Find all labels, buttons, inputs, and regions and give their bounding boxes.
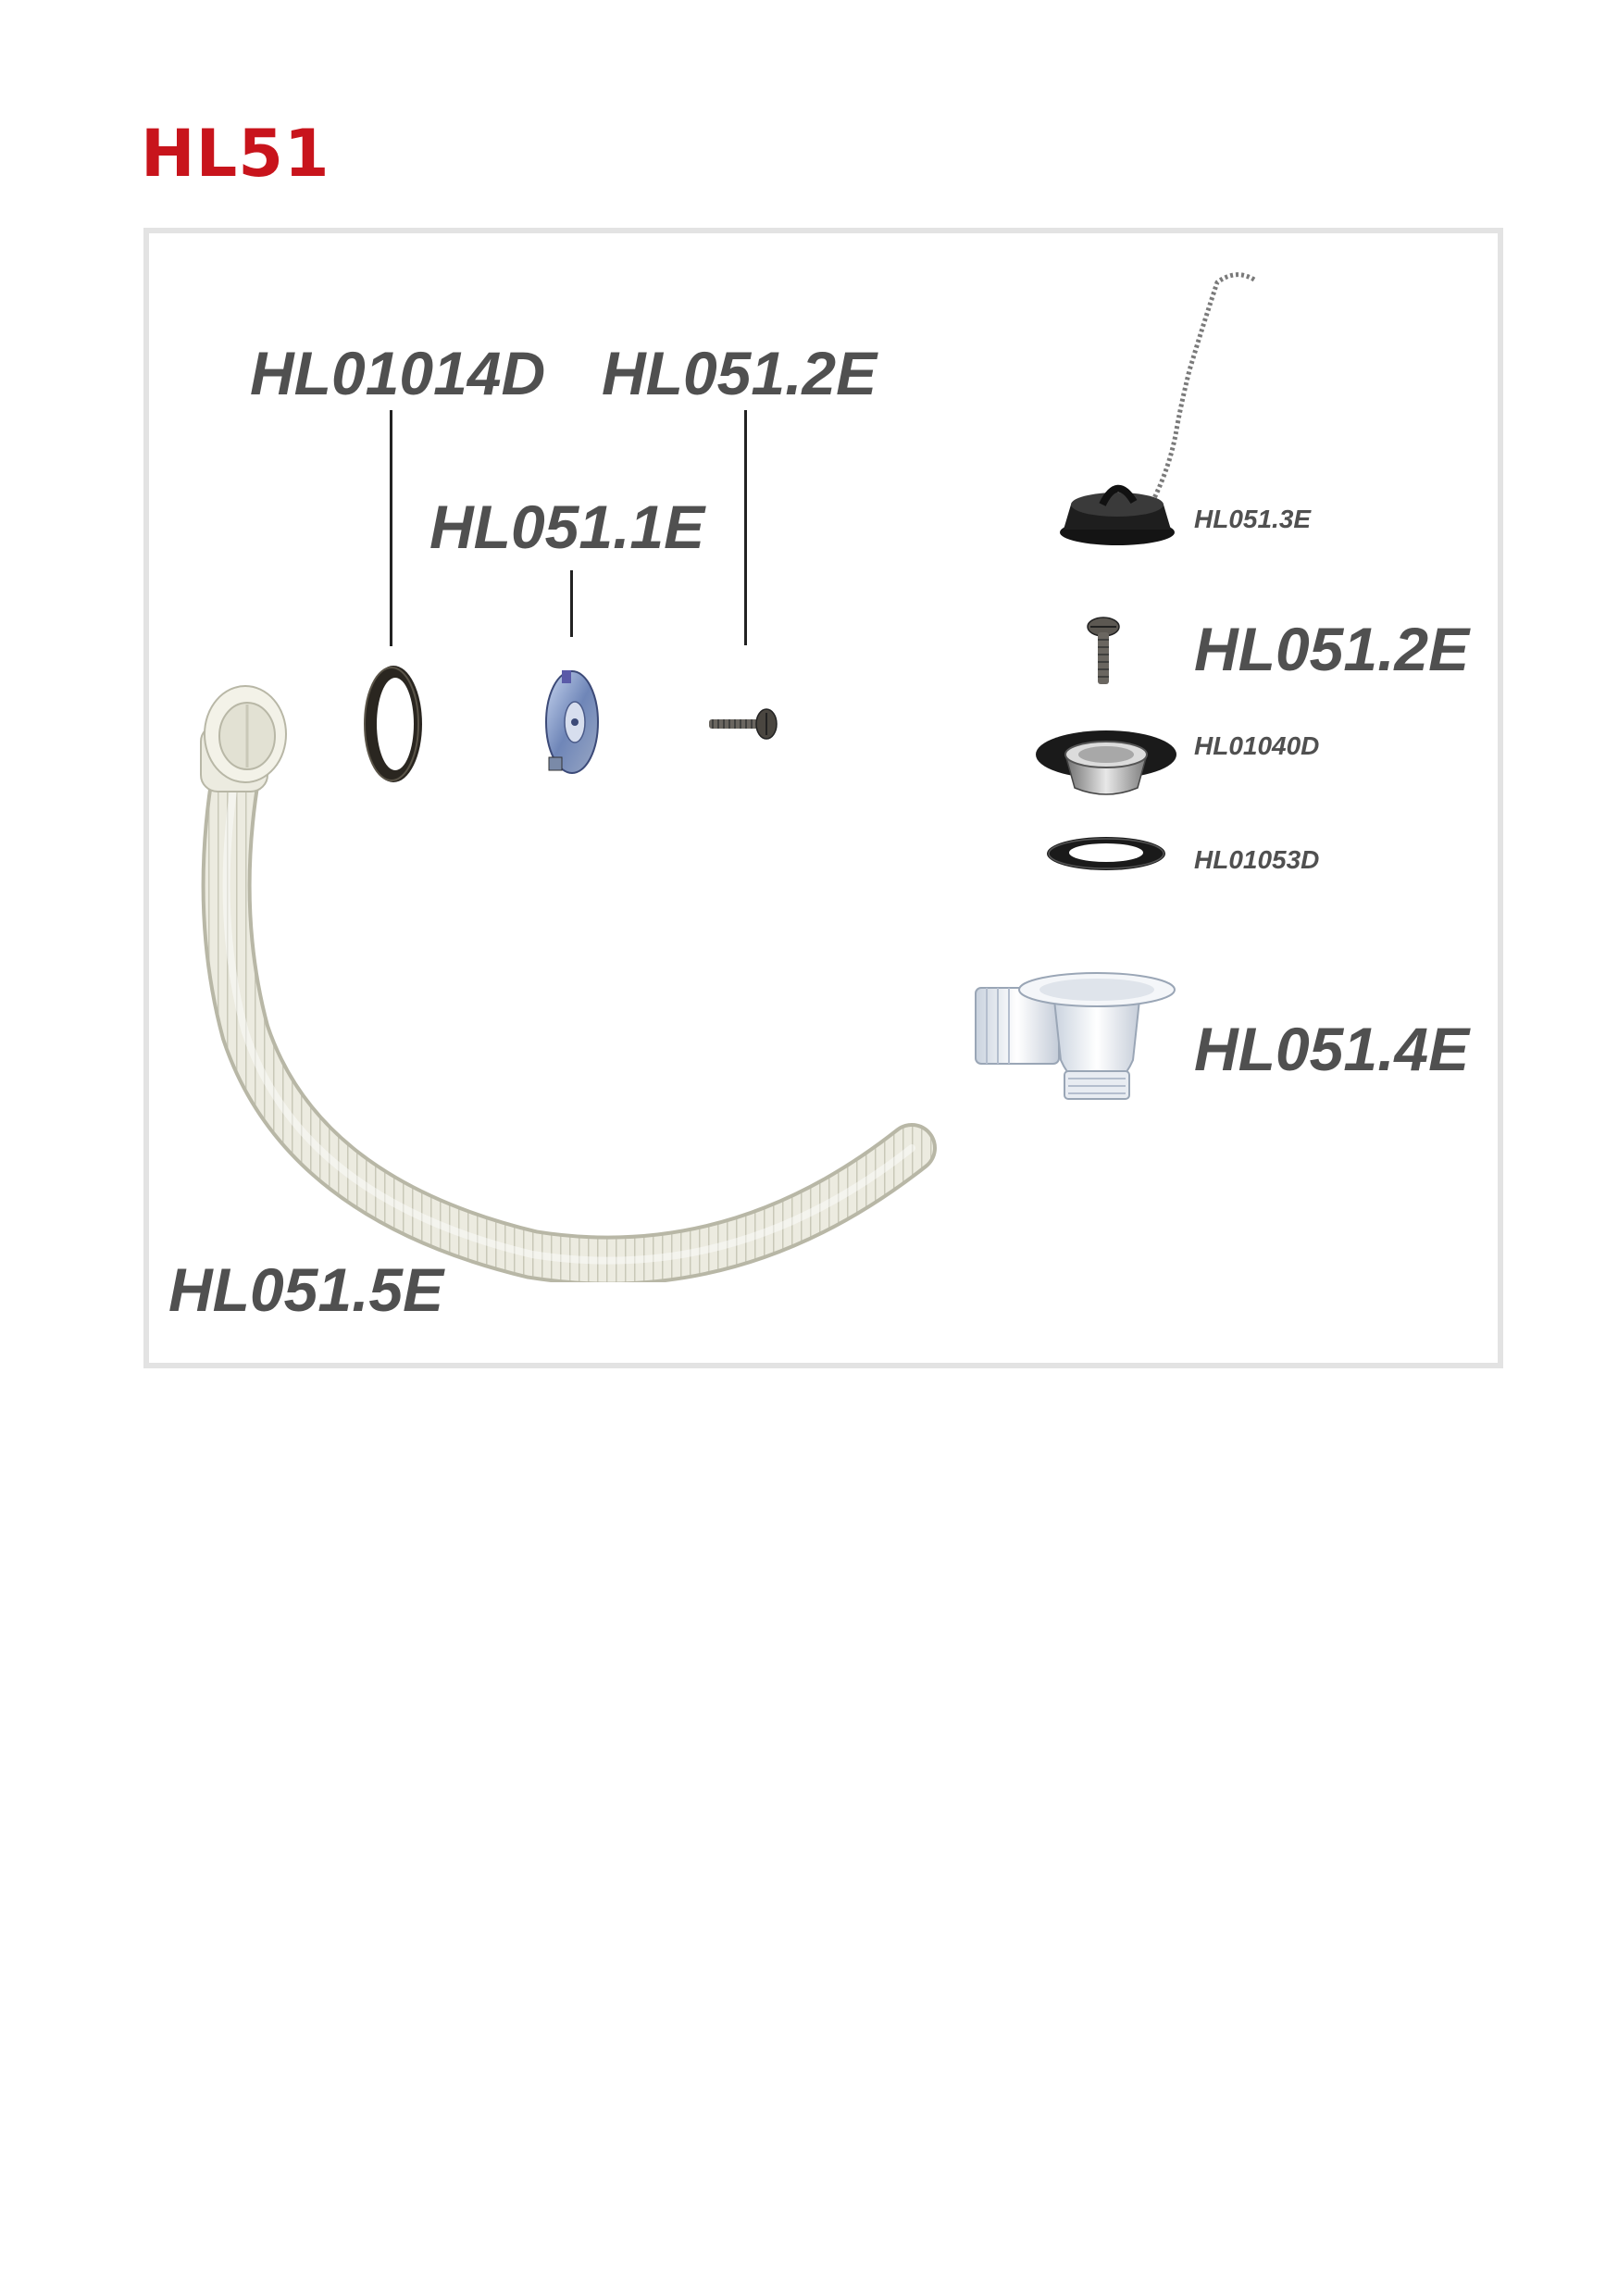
flat-washer-icon	[1044, 833, 1169, 875]
leader-line-grid	[570, 570, 573, 637]
label-grid-top: HL051.1E	[429, 493, 705, 561]
label-washer: HL01053D	[1194, 845, 1320, 874]
label-plug-chain: HL051.3E	[1194, 505, 1312, 533]
label-screw-right: HL051.2E	[1194, 615, 1470, 683]
leader-line-gasket	[390, 410, 392, 646]
label-body-outlet: HL051.4E	[1194, 1015, 1470, 1083]
screw-icon	[1085, 616, 1122, 690]
label-screw-top: HL051.2E	[602, 339, 877, 407]
label-gasket-top: HL01014D	[250, 339, 546, 407]
overflow-hose-icon	[180, 680, 940, 1282]
label-strainer: HL01040D	[1194, 731, 1320, 760]
waste-body-icon	[972, 967, 1180, 1106]
page-title: HL51	[141, 116, 330, 192]
label-overflow-hose: HL051.5E	[168, 1255, 444, 1324]
leader-line-screw	[744, 410, 747, 645]
plug-with-chain-icon	[1051, 268, 1282, 555]
strainer-icon	[1032, 727, 1180, 801]
